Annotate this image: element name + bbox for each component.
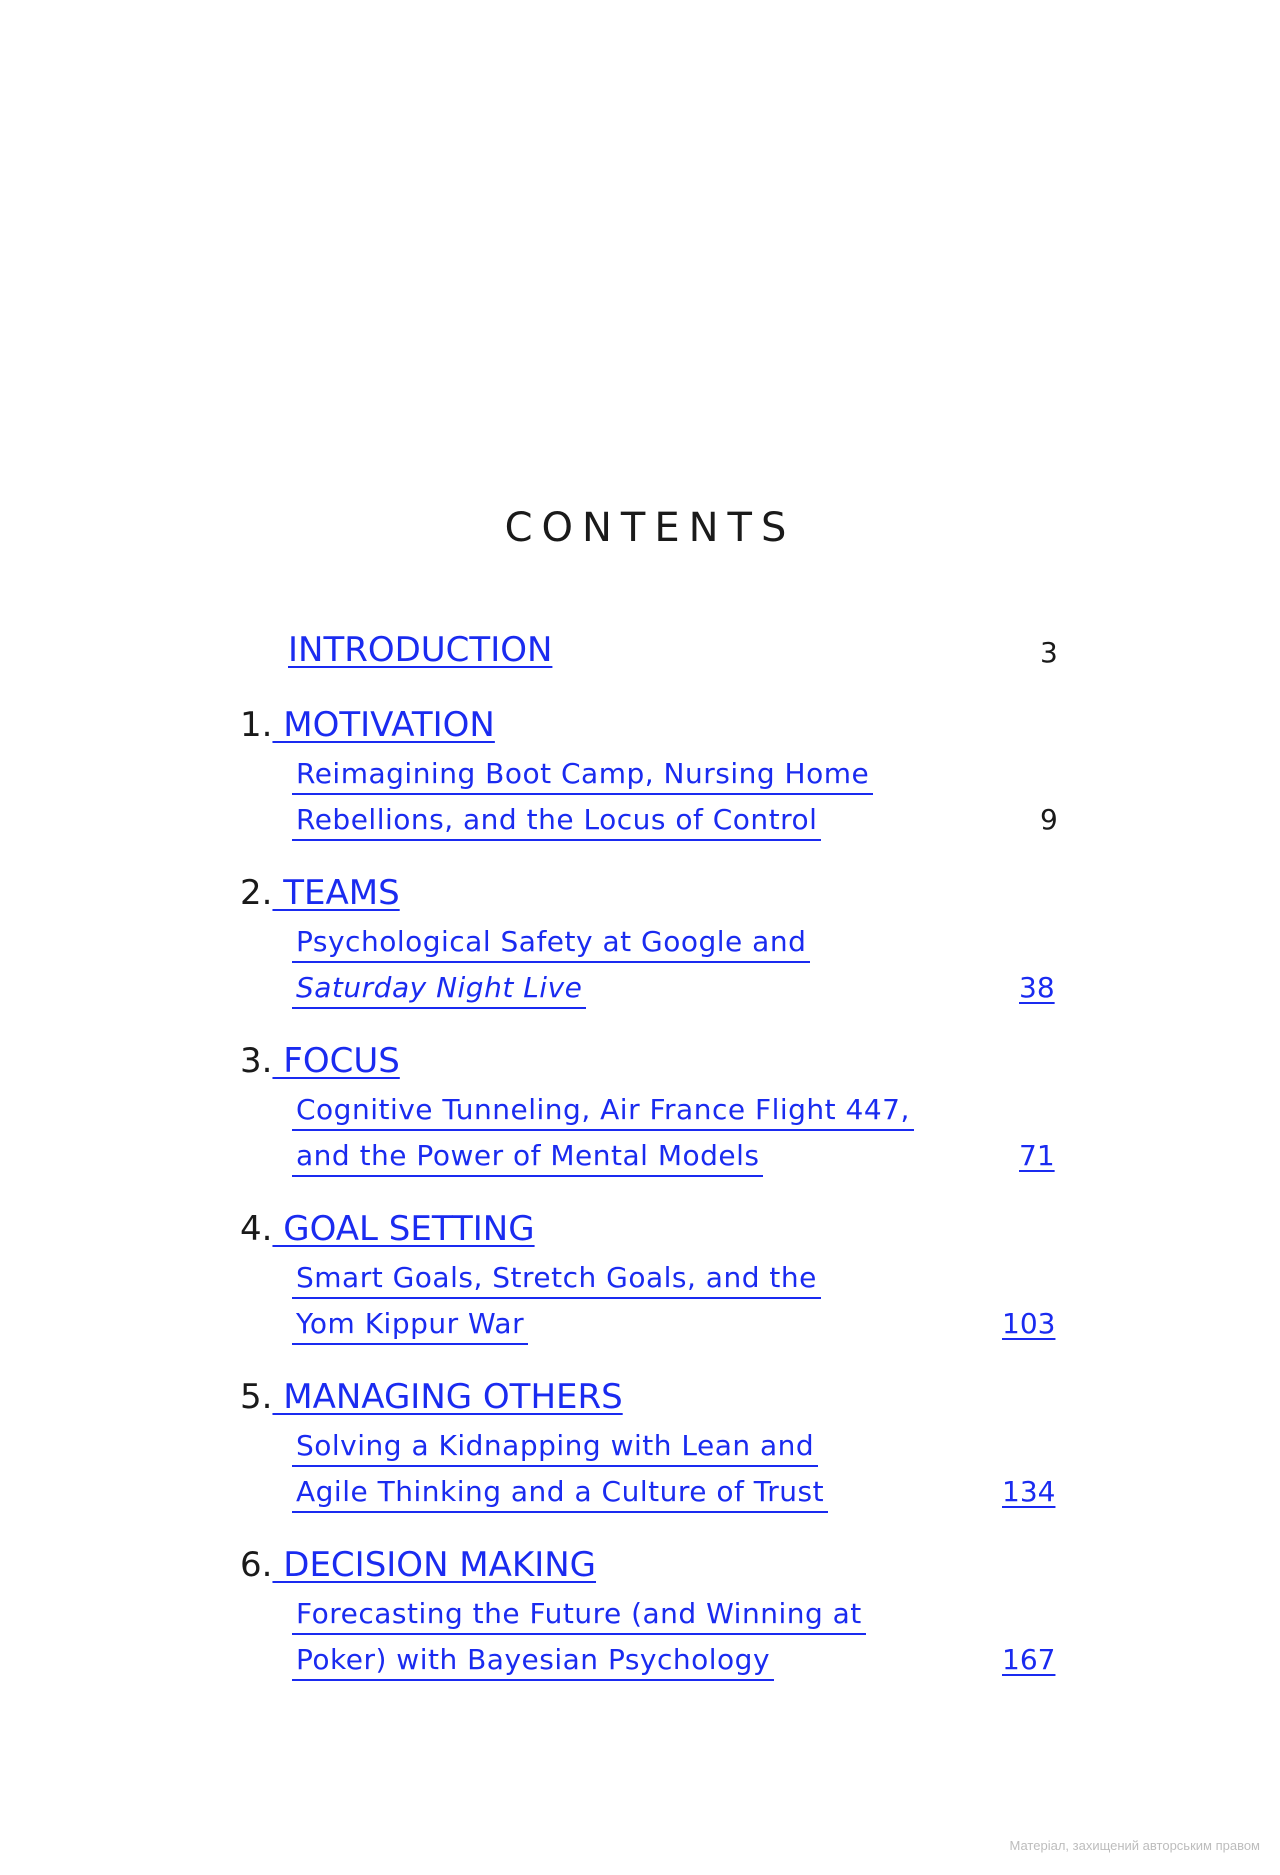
toc-introduction	[288, 630, 552, 670]
copyright-watermark: Матеріал, захищений авторським правом	[1009, 1838, 1260, 1853]
chapter-1-page-number: 9	[1040, 803, 1058, 836]
chapter-subtitle-line-2[interactable]: Rebellions, and the Locus of Control	[292, 803, 821, 841]
chapter-subtitle-line-2[interactable]: Saturday Night Live	[292, 971, 586, 1009]
chapter-title-link[interactable]: MOTIVATION	[272, 705, 495, 745]
chapter-number: 1.	[240, 705, 273, 745]
chapter-subtitle-line-1[interactable]: Reimagining Boot Camp, Nursing Home	[292, 757, 873, 795]
chapter-title-link[interactable]: FOCUS	[272, 1041, 400, 1081]
chapter-subtitle-line-1[interactable]: Cognitive Tunneling, Air France Flight 447,	[292, 1093, 914, 1131]
chapter-2-page-link[interactable]: 38	[1019, 971, 1055, 1004]
chapter-title-link[interactable]: GOAL SETTING	[272, 1209, 535, 1249]
chapter-title-link[interactable]: MANAGING OTHERS	[272, 1377, 623, 1417]
chapter-title-link[interactable]: TEAMS	[272, 873, 400, 913]
chapter-6-page-link[interactable]: 167	[1002, 1643, 1056, 1676]
chapter-subtitle-line-1[interactable]: Forecasting the Future (and Winning at	[292, 1597, 866, 1635]
page-title: CONTENTS	[504, 505, 796, 551]
chapter-3-page-link[interactable]: 71	[1019, 1139, 1055, 1172]
chapter-number: 4.	[240, 1209, 273, 1249]
chapter-5-page-link[interactable]: 134	[1002, 1475, 1056, 1508]
chapter-subtitle-line-2[interactable]: Yom Kippur War	[292, 1307, 528, 1345]
chapter-4-page-link[interactable]: 103	[1002, 1307, 1056, 1340]
chapter-number: 3.	[240, 1041, 273, 1081]
chapter-number: 2.	[240, 873, 273, 913]
chapter-subtitle-line-2[interactable]: and the Power of Mental Models	[292, 1139, 763, 1177]
chapter-number: 5.	[240, 1377, 273, 1417]
chapter-subtitle-line-1[interactable]: Smart Goals, Stretch Goals, and the	[292, 1261, 821, 1299]
introduction-page-number: 3	[1040, 636, 1058, 669]
chapter-subtitle-line-2[interactable]: Poker) with Bayesian Psychology	[292, 1643, 774, 1681]
chapter-number: 6.	[240, 1545, 273, 1585]
chapter-subtitle-line-1[interactable]: Psychological Safety at Google and	[292, 925, 810, 963]
chapter-subtitle-line-2[interactable]: Agile Thinking and a Culture of Trust	[292, 1475, 828, 1513]
chapter-subtitle-line-1[interactable]: Solving a Kidnapping with Lean and	[292, 1429, 818, 1467]
chapter-title-link[interactable]: DECISION MAKING	[272, 1545, 597, 1585]
introduction-link[interactable]: INTRODUCTION	[288, 630, 553, 670]
